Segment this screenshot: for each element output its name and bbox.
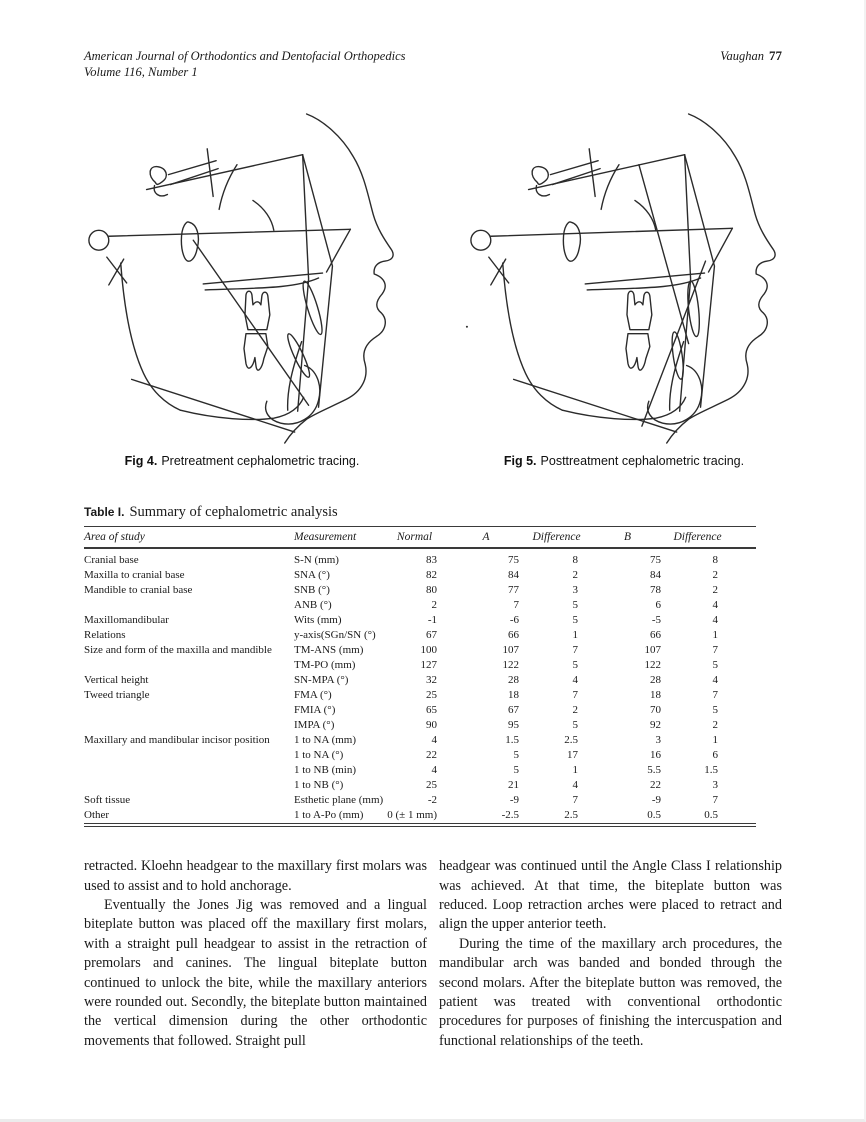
table-cell	[84, 763, 294, 778]
table-cell: 0.5	[647, 809, 661, 821]
table-cell	[84, 703, 294, 718]
table-label: Table I.	[84, 505, 125, 519]
table-cell: 1 to NB (min)	[294, 764, 357, 776]
table-cell: 3	[572, 584, 578, 596]
table-cell: 66	[508, 629, 519, 641]
spacer-cell	[726, 658, 756, 673]
table-cell: 5	[712, 704, 718, 716]
spacer-cell	[726, 703, 756, 718]
table-cell: -1	[427, 614, 437, 626]
table-cell: 127	[420, 659, 437, 671]
table-cell: FMA (°)	[294, 689, 332, 701]
body-text	[84, 857, 782, 1051]
text-column-right	[439, 857, 782, 1051]
table-cell: -9	[651, 794, 661, 806]
paragraph: headgear was continued until the Angle Class I relationship was achieved. At that time, the biteplate button was reduced. Loop retraction arches were placed to retract and align the upper anterior teeth.	[439, 858, 782, 933]
table-row	[84, 548, 756, 568]
journal-identification	[84, 48, 406, 80]
figure-5-text: Posttreatment cephalometric tracing.	[540, 454, 745, 468]
column-header: Area of study	[84, 527, 294, 549]
table-cell: Vertical height	[84, 674, 149, 686]
table-cell: 5.5	[647, 764, 661, 776]
table-cell: 1.5	[704, 764, 718, 776]
table-cell: Other	[84, 809, 110, 821]
table-row	[84, 658, 756, 673]
figure-4-text: Pretreatment cephalometric tracing.	[161, 454, 360, 468]
table-cell: ANB (°)	[294, 599, 332, 611]
table-cell: 80	[426, 584, 437, 596]
table-cell: 6	[655, 599, 661, 611]
table-cell: Maxilla to cranial base	[84, 569, 185, 581]
table-cell: Relations	[84, 629, 126, 641]
table-cell: 1 to NB (°)	[294, 779, 344, 791]
table-cell: 122	[644, 659, 661, 671]
spacer-cell	[726, 527, 756, 549]
spacer-cell	[726, 673, 756, 688]
table-cell: 75	[650, 554, 661, 566]
table-cell: Mandible to cranial base	[84, 584, 193, 596]
table-row	[84, 733, 756, 748]
table-cell: 70	[650, 704, 661, 716]
posttreatment-cephalometric-tracing	[458, 110, 788, 446]
spacer-cell	[726, 733, 756, 748]
author-page-number	[720, 48, 782, 80]
paragraph: During the time of the maxillary arch procedures, the mandibular arch was banded and bonded through the second molars. After the biteplate button was removed, the patient was treated with conventional orthodontic procedures for purposes of finishing the intercuspation and functional relationships of the teeth.	[439, 935, 782, 1049]
table-cell: 1	[572, 764, 578, 776]
table-cell: 1	[712, 629, 718, 641]
table-cell: SNB (°)	[294, 584, 330, 596]
table-cell: 32	[426, 674, 437, 686]
table-cell: 67	[508, 704, 519, 716]
table-cell: 1 to NA (°)	[294, 749, 344, 761]
table-cell: 84	[508, 569, 519, 581]
table-cell: 65	[426, 704, 437, 716]
figure-4-label: Fig 4.	[124, 454, 158, 468]
table-cell: Tweed triangle	[84, 689, 150, 701]
journal-title: American Journal of Orthodontics and Dentofacial Orthopedics	[84, 49, 406, 63]
table-row	[84, 568, 756, 583]
table-row	[84, 763, 756, 778]
table-cell: Wits (mm)	[294, 614, 342, 626]
table-cell: 1	[572, 629, 578, 641]
spacer-cell	[726, 808, 756, 825]
spacer-cell	[726, 568, 756, 583]
spacer-cell	[726, 548, 756, 568]
table-row	[84, 598, 756, 613]
figure-4-caption	[76, 454, 408, 468]
table-cell: 25	[426, 779, 437, 791]
table-section	[84, 504, 782, 827]
table-cell: 5	[712, 659, 718, 671]
table-cell: S-N (mm)	[294, 554, 339, 566]
table-cell: 0 (± 1 mm)	[387, 809, 437, 821]
table-row	[84, 778, 756, 793]
page-number: 77	[769, 48, 782, 63]
table-cell: 100	[420, 644, 437, 656]
table-cell: 28	[650, 674, 661, 686]
table-cell: y-axis(SGn/SN (°)	[294, 629, 376, 641]
column-header: B	[586, 527, 669, 549]
table-cell: 4	[431, 764, 437, 776]
spacer-cell	[726, 793, 756, 808]
table-cell: 4	[572, 779, 578, 791]
table-cell: Esthetic plane (mm)	[294, 794, 384, 806]
figure-4	[76, 110, 408, 468]
table-cell: TM-ANS (mm)	[294, 644, 364, 656]
spacer-cell	[726, 598, 756, 613]
table-cell: 5	[572, 614, 578, 626]
table-cell: 4	[431, 734, 437, 746]
table-cell: SNA (°)	[294, 569, 330, 581]
table-cell: Soft tissue	[84, 794, 131, 806]
table-cell: -2	[427, 794, 437, 806]
spacer-cell	[726, 718, 756, 733]
table-cell: 5	[572, 719, 578, 731]
column-header: Measurement	[294, 527, 384, 549]
table-cell: Size and form of the maxilla and mandible	[84, 644, 272, 656]
table-cell: FMIA (°)	[294, 704, 336, 716]
table-cell: Maxillomandibular	[84, 614, 169, 626]
table-cell: 5	[572, 599, 578, 611]
table-cell	[84, 778, 294, 793]
table-cell: 2.5	[564, 809, 578, 821]
table-cell: 7	[712, 644, 718, 656]
spacer-cell	[726, 778, 756, 793]
table-cell: 82	[426, 569, 437, 581]
paragraph: Eventually the Jones Jig was removed and a lingual biteplate button was placed off the maxillary first molars, with a straight pull headgear to assist in the retraction of premolars and canines. The lingual biteplate button continued to unlock the bite, while the maxillary anteriors were rounded out. Secondly, the biteplate button maintained the vertical dimension during the other orthodontic movements that followed. Straight pull	[84, 897, 427, 1049]
table-cell: 2	[572, 704, 578, 716]
table-row	[84, 688, 756, 703]
table-cell: 122	[502, 659, 519, 671]
table-cell: TM-PO (mm)	[294, 659, 356, 671]
table-cell: 16	[650, 749, 661, 761]
table-row	[84, 673, 756, 688]
table-cell: 7	[712, 689, 718, 701]
column-header: A	[445, 527, 527, 549]
table-cell: 67	[426, 629, 437, 641]
table-cell: 2	[712, 584, 718, 596]
running-head	[84, 48, 782, 80]
figures-row	[76, 110, 790, 468]
spacer-cell	[726, 628, 756, 643]
table-cell: 2	[712, 719, 718, 731]
spacer-cell	[726, 643, 756, 658]
table-cell: 83	[426, 554, 437, 566]
table-row	[84, 718, 756, 733]
table-cell: 7	[572, 644, 578, 656]
table-cell: 21	[508, 779, 519, 791]
table-cell: 5	[513, 764, 519, 776]
figure-5-label: Fig 5.	[503, 454, 537, 468]
table-cell: 7	[513, 599, 519, 611]
table-row	[84, 643, 756, 658]
journal-volume: Volume 116, Number 1	[84, 65, 198, 79]
table-cell	[84, 718, 294, 733]
text-column-left	[84, 857, 427, 1051]
spacer-cell	[726, 748, 756, 763]
table-cell: 5	[572, 659, 578, 671]
table-cell: 17	[567, 749, 578, 761]
table-cell: -6	[509, 614, 519, 626]
table-cell: 3	[712, 779, 718, 791]
table-cell: 4	[712, 674, 718, 686]
table-cell: 95	[508, 719, 519, 731]
table-cell: 8	[572, 554, 578, 566]
table-cell: 18	[650, 689, 661, 701]
table-cell: 0.5	[704, 809, 718, 821]
table-cell: 2	[712, 569, 718, 581]
table-cell: 25	[426, 689, 437, 701]
table-cell: -5	[651, 614, 661, 626]
table-cell: 18	[508, 689, 519, 701]
table-cell	[84, 658, 294, 673]
table-cell: 2.5	[564, 734, 578, 746]
spacer-cell	[726, 613, 756, 628]
table-cell: 2	[431, 599, 437, 611]
table-header	[84, 527, 756, 549]
table-cell: 3	[655, 734, 661, 746]
table-cell: 2	[572, 569, 578, 581]
table-cell: 1.5	[505, 734, 519, 746]
column-header: Difference	[669, 527, 726, 549]
table-cell: 77	[508, 584, 519, 596]
table-row	[84, 628, 756, 643]
table-cell: 7	[572, 794, 578, 806]
table-cell: 92	[650, 719, 661, 731]
table-cell: 107	[644, 644, 661, 656]
table-cell: -9	[509, 794, 519, 806]
table-cell: 90	[426, 719, 437, 731]
table-cell: 1 to A-Po (mm)	[294, 809, 364, 821]
table-cell: 78	[650, 584, 661, 596]
table-row	[84, 808, 756, 825]
table-cell: IMPA (°)	[294, 719, 335, 731]
pretreatment-cephalometric-tracing	[76, 110, 406, 446]
table-cell: 22	[650, 779, 661, 791]
table-cell: 4	[712, 599, 718, 611]
table-cell: 107	[502, 644, 519, 656]
table-cell: 84	[650, 569, 661, 581]
table-cell: 28	[508, 674, 519, 686]
table-cell: 7	[712, 794, 718, 806]
table-row	[84, 613, 756, 628]
paragraph: retracted. Kloehn headgear to the maxillary first molars was used to assist and to hold anchorage.	[84, 858, 427, 894]
table-cell	[84, 598, 294, 613]
spacer-cell	[726, 583, 756, 598]
table-row	[84, 703, 756, 718]
table-cell: 8	[712, 554, 718, 566]
figure-5-caption	[458, 454, 790, 468]
cephalometric-analysis-table	[84, 526, 756, 827]
table-cell: 1 to NA (mm)	[294, 734, 357, 746]
table-cell: 4	[572, 674, 578, 686]
table-cell: 22	[426, 749, 437, 761]
table-cell: 6	[712, 749, 718, 761]
table-cell: 4	[712, 614, 718, 626]
table-row	[84, 748, 756, 763]
column-header: Difference	[527, 527, 586, 549]
table-cell: SN-MPA (°)	[294, 674, 349, 686]
column-header: Normal	[384, 527, 445, 549]
table-cell: 75	[508, 554, 519, 566]
table-cell: -2.5	[501, 809, 519, 821]
author-name: Vaughan	[720, 49, 764, 63]
table-cell: 7	[572, 689, 578, 701]
spacer-cell	[726, 688, 756, 703]
table-cell: Maxillary and mandibular incisor position	[84, 734, 270, 746]
table-title-text: Summary of cephalometric analysis	[129, 504, 338, 520]
table-cell: Cranial base	[84, 554, 139, 566]
table-cell: 5	[513, 749, 519, 761]
table-row	[84, 793, 756, 808]
table-cell: 1	[712, 734, 718, 746]
figure-5	[458, 110, 790, 468]
table-cell	[84, 748, 294, 763]
table-title	[84, 504, 782, 521]
table-row	[84, 583, 756, 598]
table-cell: 66	[650, 629, 661, 641]
spacer-cell	[726, 763, 756, 778]
